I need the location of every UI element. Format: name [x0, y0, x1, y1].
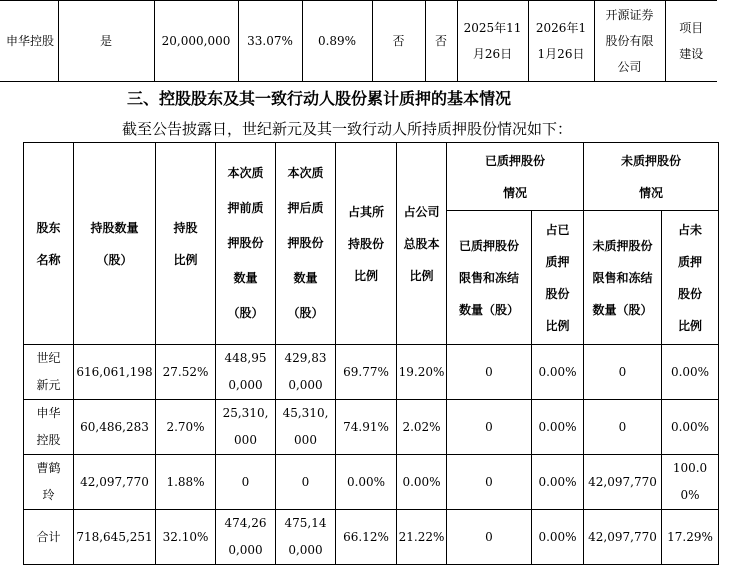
- cell-unpledged-restricted: 0: [584, 400, 662, 455]
- table-row: [24, 400, 719, 455]
- cell-unpledged-pct: 17.29%: [662, 510, 719, 565]
- pct-holding-cell: 33.07%: [238, 1, 302, 82]
- col-header-after: 本次质押后质押股份数量（股）: [276, 143, 336, 345]
- cell-after: 475,140,000: [276, 510, 336, 565]
- intro-text: 截至公告披露日，世纪新元及其一致行动人所持质押股份情况如下：: [122, 120, 573, 138]
- cell-holding: 42,097,770: [74, 455, 156, 510]
- holder-cell: 申华控股: [0, 1, 58, 82]
- cell-after: 0: [276, 455, 336, 510]
- cell-unpledged-pct: 0.00%: [662, 400, 719, 455]
- cell-pledged-restricted: 0: [447, 510, 532, 565]
- start-date-cell: 2025年11月26日: [457, 1, 528, 82]
- table-row-total: [24, 510, 719, 565]
- table-row: [0, 1, 717, 82]
- cell-ratio: 2.70%: [156, 400, 216, 455]
- cell-pct-company: 19.20%: [397, 345, 447, 400]
- cell-name: 世纪新元: [24, 345, 74, 400]
- col-header-pct-own: 占其所持股份比例: [336, 143, 397, 345]
- cell-before: 25,310,000: [216, 400, 276, 455]
- col-header-pct-company: 占公司总股本比例: [397, 143, 447, 345]
- header-row: [24, 143, 719, 211]
- cell-pct-own: 66.12%: [336, 510, 397, 565]
- table-row: [24, 455, 719, 510]
- group-header-pledged: 已质押股份情况: [447, 143, 584, 211]
- cell-pct-company: 0.00%: [397, 455, 447, 510]
- cell-name: 曹鹤玲: [24, 455, 74, 510]
- cell-unpledged-restricted: 0: [584, 345, 662, 400]
- cell-ratio: 1.88%: [156, 455, 216, 510]
- cell-holding: 718,645,251: [74, 510, 156, 565]
- col-header-holding: 持股数量（股）: [74, 143, 156, 345]
- pledgee-cell: 开源证券股份有限公司: [594, 1, 665, 82]
- pledge-summary-table: [23, 142, 719, 565]
- section-title: 三、控股股东及其一致行动人股份累计质押的基本情况: [127, 89, 512, 108]
- cell-ratio: 32.10%: [156, 510, 216, 565]
- cell-pct-own: 74.91%: [336, 400, 397, 455]
- col-header-ratio: 持股比例: [156, 143, 216, 345]
- supplementary-cell: 否: [425, 1, 457, 82]
- pledged-shares-cell: 20,000,000: [154, 1, 238, 82]
- pct-total-cell: 0.89%: [302, 1, 372, 82]
- col-header-pledged-pct: 占已质押股份比例: [532, 211, 584, 345]
- cell-unpledged-restricted: 42,097,770: [584, 455, 662, 510]
- cell-pledged-pct: 0.00%: [532, 510, 584, 565]
- purpose-cell: 项目建设: [665, 1, 717, 82]
- col-header-name: 股东名称: [24, 143, 74, 345]
- cell-holding: 616,061,198: [74, 345, 156, 400]
- cell-pledged-pct: 0.00%: [532, 345, 584, 400]
- controlling-cell: 是: [58, 1, 154, 82]
- cell-name: 合计: [24, 510, 74, 565]
- table-row: [24, 345, 719, 400]
- cell-after: 45,310,000: [276, 400, 336, 455]
- col-header-unpledged-pct: 占未质押股份比例: [662, 211, 719, 345]
- cell-before: 474,260,000: [216, 510, 276, 565]
- cell-pct-own: 0.00%: [336, 455, 397, 510]
- cell-pledged-pct: 0.00%: [532, 455, 584, 510]
- cell-ratio: 27.52%: [156, 345, 216, 400]
- cell-name: 申华控股: [24, 400, 74, 455]
- col-header-unpledged-restricted: 未质押股份限售和冻结数量（股）: [584, 211, 662, 345]
- cell-pledged-restricted: 0: [447, 345, 532, 400]
- restricted-cell: 否: [372, 1, 425, 82]
- cell-before: 0: [216, 455, 276, 510]
- cell-after: 429,830,000: [276, 345, 336, 400]
- cell-pledged-pct: 0.00%: [532, 400, 584, 455]
- cell-pct-own: 69.77%: [336, 345, 397, 400]
- cell-unpledged-pct: 0.00%: [662, 345, 719, 400]
- cell-unpledged-pct: 100.00%: [662, 455, 719, 510]
- pledge-detail-table: [0, 0, 717, 82]
- col-header-pledged-restricted: 已质押股份限售和冻结数量（股）: [447, 211, 532, 345]
- cell-pledged-restricted: 0: [447, 400, 532, 455]
- cell-before: 448,950,000: [216, 345, 276, 400]
- cell-pledged-restricted: 0: [447, 455, 532, 510]
- cell-pct-company: 2.02%: [397, 400, 447, 455]
- col-header-before: 本次质押前质押股份数量（股）: [216, 143, 276, 345]
- cell-pct-company: 21.22%: [397, 510, 447, 565]
- cell-holding: 60,486,283: [74, 400, 156, 455]
- group-header-unpledged: 未质押股份情况: [584, 143, 719, 211]
- end-date-cell: 2026年11月26日: [528, 1, 594, 82]
- cell-unpledged-restricted: 42,097,770: [584, 510, 662, 565]
